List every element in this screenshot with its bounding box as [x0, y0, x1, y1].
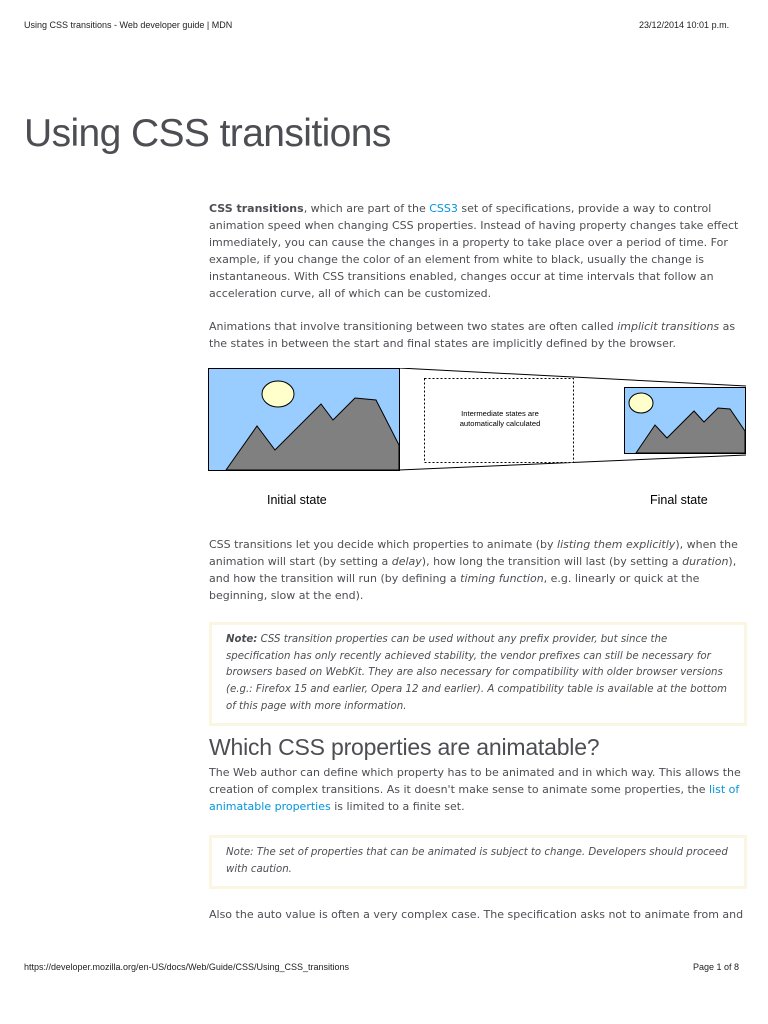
initial-state-label: Initial state [267, 493, 327, 508]
initial-sun [262, 381, 294, 407]
transition-diagram [208, 368, 746, 520]
implicit-text-2: as the states in between the start and final states are implicitly defined by the browser. [209, 320, 736, 351]
properties-text-5: , e.g. linearly or quick at the beginning, slow at the end). [209, 572, 700, 602]
note-prefix-text: CSS transition properties can be used without any prefix provider, but since the specification has only recently achieved stability, the vendor prefixes can still be necessary for browsers based on WebKit. They are also necessary for compatibility with older browser versions (e.g.: Firefox 15 and earlier, Opera 12 and earlier). A compatibility table is available at the bottom of this page with more information. [226, 633, 727, 713]
note-prefix [209, 622, 747, 726]
properties-em-3: duration [682, 555, 729, 569]
note-label: Note: [226, 633, 258, 645]
final-sun [629, 393, 653, 413]
animatable-text-2: is limited to a finite set. [330, 799, 465, 813]
final-state-picture [625, 388, 746, 454]
implicit-text-1: Animations that involve transitioning between two states are often called [209, 320, 618, 334]
page-title: Using CSS transitions [24, 112, 391, 155]
intro-text-2: set of specifications, provide a way to control animation speed when changing CSS properties. Instead of having property changes take effect immediately, you can cause the changes in a property to take place over a period of time. For example, if you change the color of an element from white to black, usually the change is instantaneous. With CSS transitions enabled, changes occur at time intervals that follow an acceleration curve, all of which can be customized. [209, 202, 739, 300]
section-heading-animatable: Which CSS properties are animatable? [209, 733, 600, 760]
print-header-title: Using CSS transitions - Web developer guide | MDN [24, 20, 233, 30]
properties-em-1: listing them explicitly [557, 538, 676, 552]
print-header-datetime: 23/12/2014 10:01 p.m. [639, 20, 730, 30]
animatable-properties-link[interactable]: list of animatable properties [209, 782, 740, 813]
implicit-em: implicit transitions [617, 320, 720, 334]
properties-text-4: ), and how the transition will run (by defining a [209, 555, 737, 586]
properties-paragraph [209, 537, 747, 605]
css3-link[interactable]: CSS3 [429, 202, 458, 215]
transition-figure [208, 368, 746, 520]
properties-em-4: timing function [460, 572, 544, 586]
properties-text-1: CSS transitions let you decide which properties to animate (by [209, 538, 558, 552]
note-subject-to-change: Note: The set of properties that can be animated is subject to change. Developers should proceed with caution. [209, 835, 747, 889]
print-footer-url: https://developer.mozilla.org/en-US/docs/Web/Guide/CSS/Using_CSS_transitions [24, 962, 349, 972]
auto-value-paragraph: Also the auto value is often a very complex case. The specification asks not to animate from and [209, 908, 744, 922]
intermediate-line-2: automatically calculated [459, 419, 541, 429]
animatable-text-1: The Web author can define which property has to be animated and in which way. This allows the creation of complex transitions. As it doesn't make sense to animate some properties, the [209, 765, 741, 796]
intro-paragraph [209, 201, 747, 302]
intro-strong: CSS transitions [209, 202, 304, 215]
final-state-label: Final state [650, 493, 708, 508]
print-footer-page: Page 1 of 8 [693, 962, 740, 972]
intro-text-1: , which are part of the [303, 202, 430, 215]
animatable-paragraph [209, 765, 747, 816]
implicit-paragraph [209, 319, 747, 353]
article-body [209, 201, 747, 924]
properties-text-2: ), when the animation will start (by setting a [209, 538, 738, 569]
properties-text-3: ), how long the transition will last (by setting a [421, 555, 683, 569]
initial-state-picture [209, 369, 400, 471]
properties-em-2: delay [391, 555, 422, 569]
intermediate-line-1: Intermediate states are [461, 409, 539, 419]
